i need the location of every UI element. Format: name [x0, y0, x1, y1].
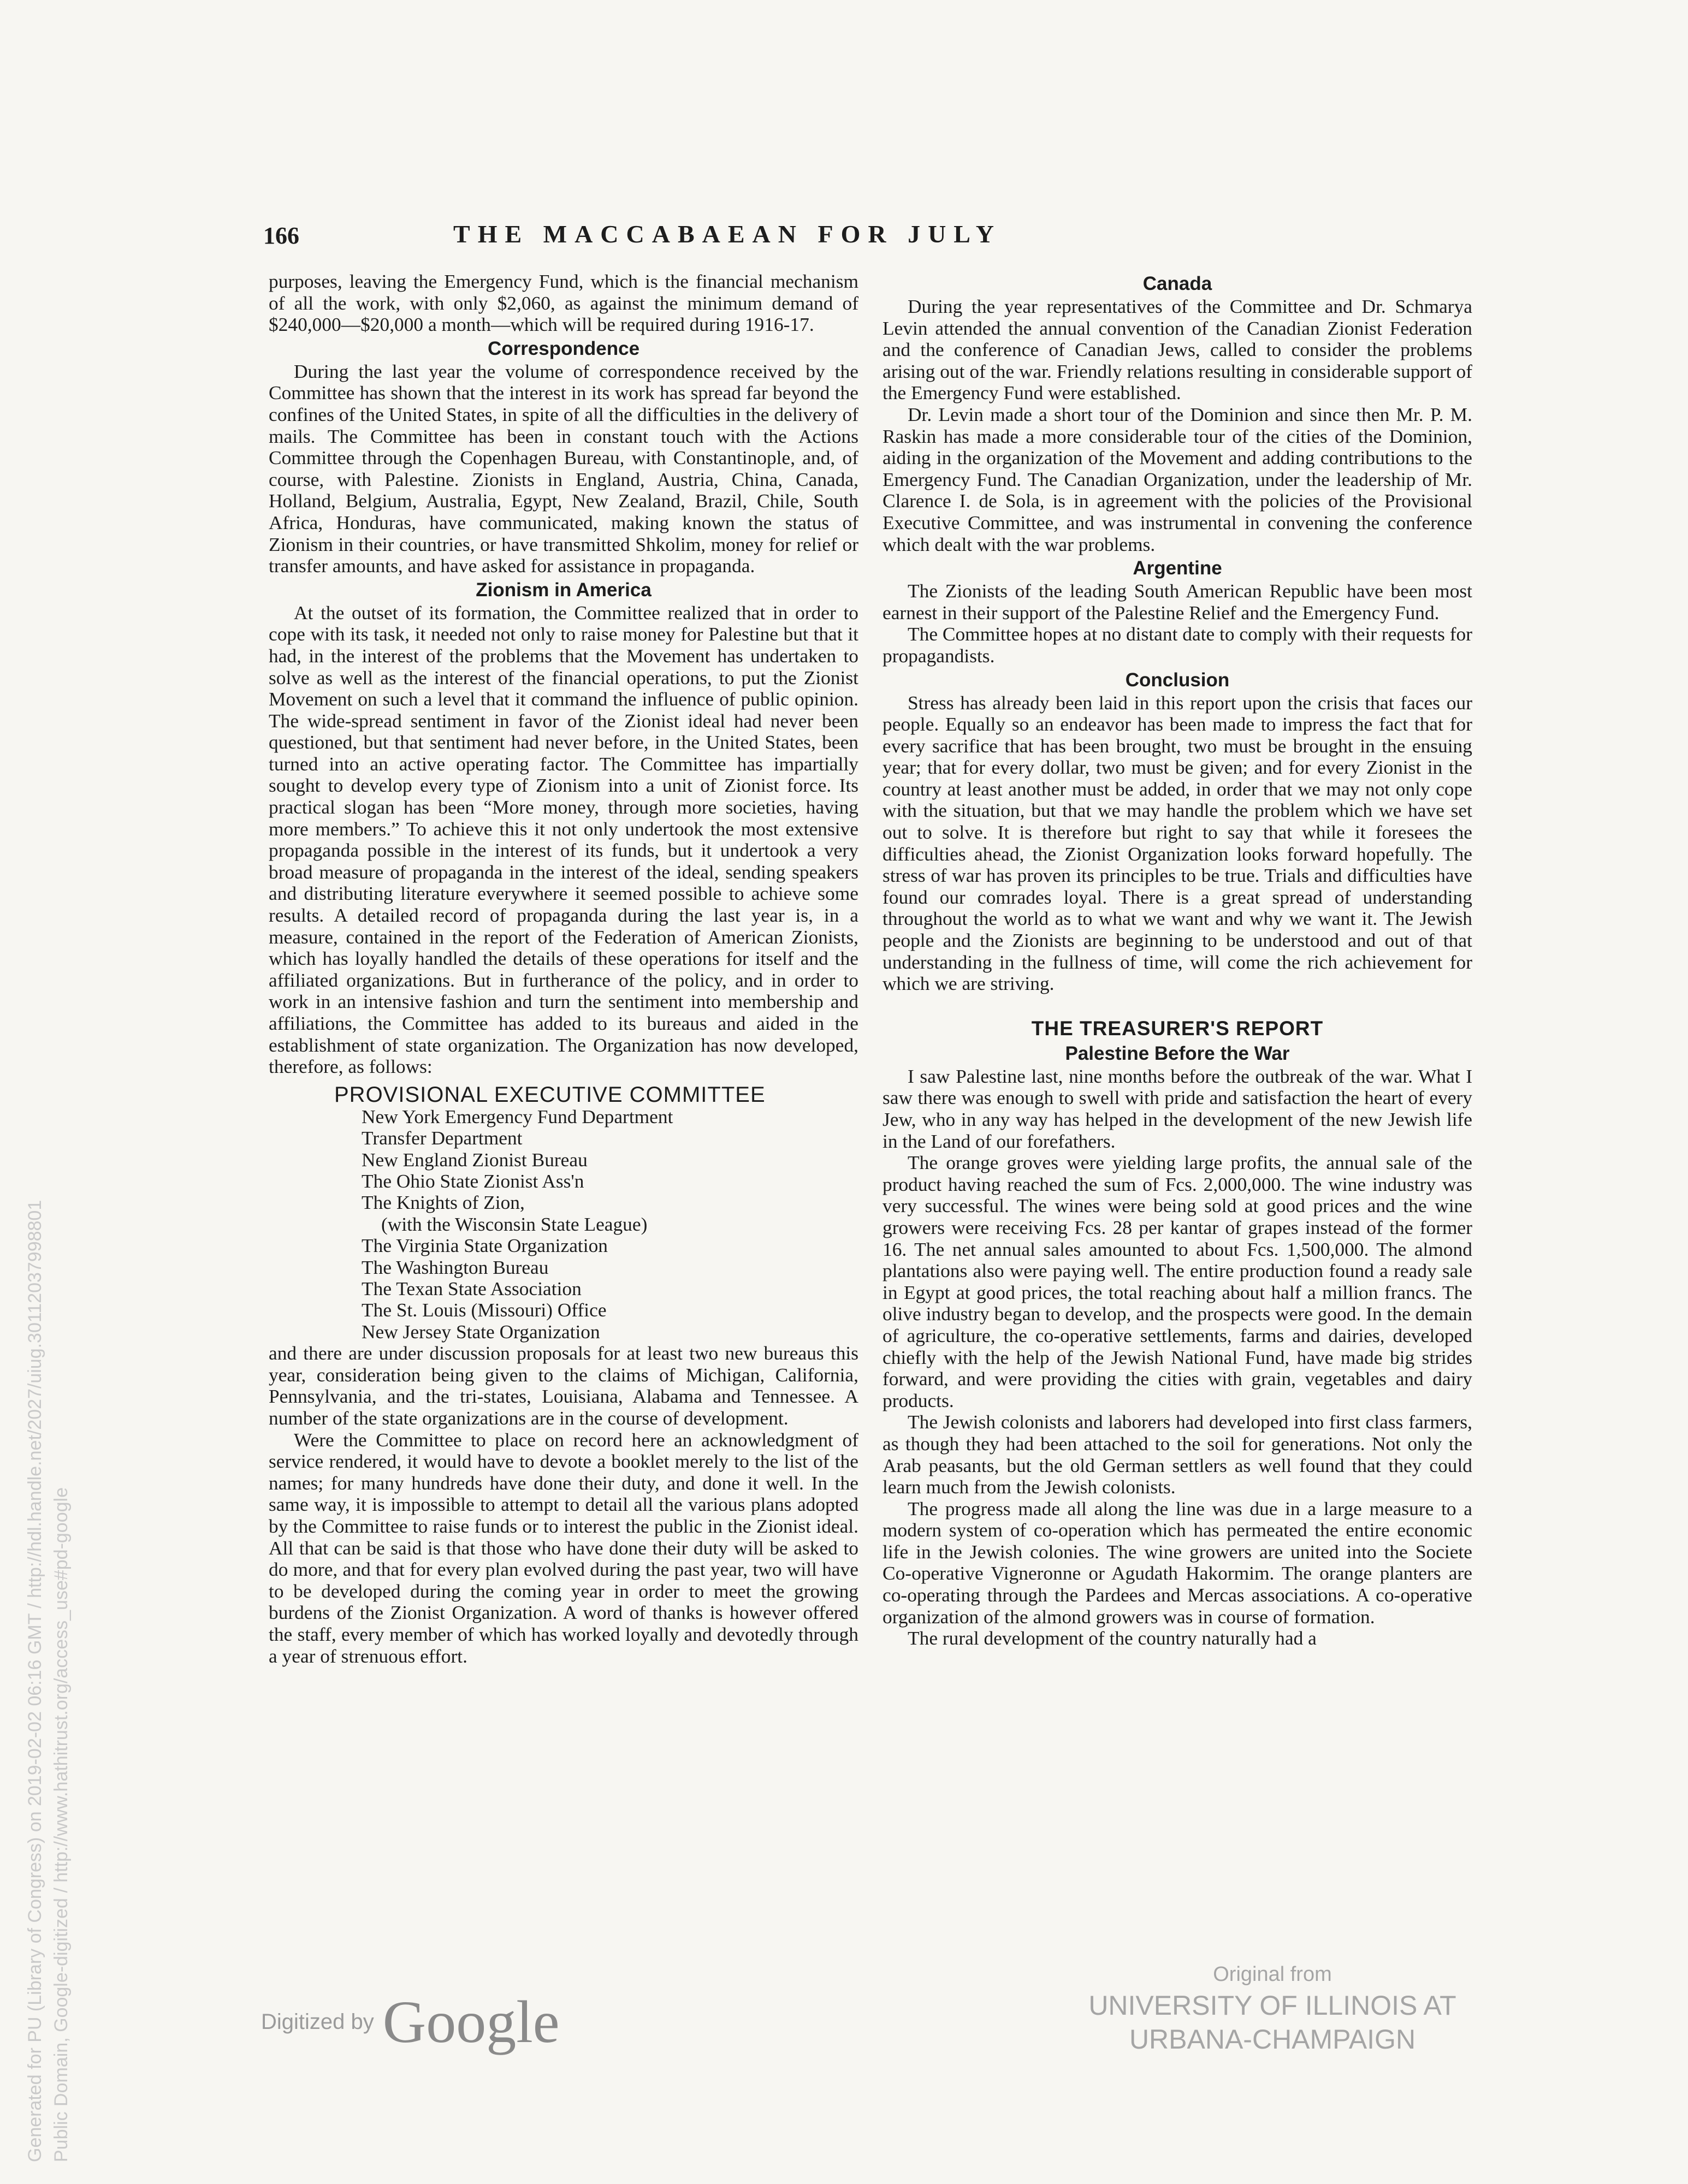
organization-item: The Texan State Association [362, 1278, 582, 1300]
paragraph: The rural development of the country naturally had a [908, 1627, 1317, 1649]
article-heading-treasurers-report: THE TREASURER'S REPORT [1031, 1017, 1324, 1040]
organization-list [269, 1083, 858, 1343]
page-number: 166 [263, 222, 299, 249]
section-heading-canada: Canada [1142, 273, 1212, 294]
paragraph: The Jewish colonists and laborers had developed into first class farmers, as though they had been attached to the soil for generations. Not only the Arab peasants, but the old German settlers as well found that they could learn much from the Jewish colonists. [883, 1411, 1472, 1498]
paragraph: Dr. Levin made a short tour of the Dominion and since then Mr. P. M. Raskin has made a more considerable tour of the cities of the Dominion, aiding in the organization of the Movement and adding contributions to the Emergency Fund. The Canadian Organization, under the leadership of Mr. Clarence I. de Sola, is in agreement with the policies of the Provisional Executive Committee, and was instrumental in convening the conference which dealt with the war problems. [883, 403, 1472, 555]
paragraph: purposes, leaving the Emergency Fund, which is the financial mechanism of all the work, with only $2,060, as against the minimum demand of $240,000—$20,000 a month—which will be required during 1916-17. [269, 270, 858, 336]
paragraph: During the last year the volume of correspondence received by the Committee has shown that the interest in its work has spread far beyond the confines of the United States, in spite of all the difficulties in the delivery of mails. The Committee has been in constant touch with the Actions Committee through the Copenhagen Bureau, with Constantinople, and, of course, with Palestine. Zionists in England, Austria, China, Canada, Holland, Belgium, Australia, Egypt, New Zealand, Brazil, Chile, South Africa, Honduras, have communicated, making known the status of Zionism in their countries, or have transmitted Shkolim, money for relief or transfer amounts, and have asked for assistance in propaganda. [269, 360, 858, 577]
page-header [263, 218, 1192, 257]
side-watermark [22, 1200, 74, 2162]
organization-item: The St. Louis (Missouri) Office [362, 1299, 607, 1321]
left-column [269, 271, 858, 1667]
section-heading-conclusion: Conclusion [1125, 669, 1230, 691]
organization-item: Transfer Department [362, 1127, 523, 1149]
paragraph: and there are under discussion proposals for at least two new bureaus this year, consideration being given to the claims of Michigan, California, Pennsylvania, and the tri-states, Louisiana, Alabama and Tennessee. A number of the state organizations are in the course of development. [269, 1342, 858, 1429]
organization-item: New Jersey State Organization [362, 1320, 600, 1343]
organization-item: The Virginia State Organization [362, 1235, 608, 1257]
running-title: THE MACCABAEAN FOR JULY [453, 220, 1002, 248]
organization-title: PROVISIONAL EXECUTIVE COMMITTEE [334, 1082, 766, 1107]
watermark-line-1: Generated for PU (Library of Congress) on 2019-02-02 06:16 GMT / http://hdl.handle.net/2027/uiug.30112037998801 [25, 1200, 45, 2162]
digitized-by-google [261, 1987, 560, 2053]
right-column [883, 271, 1472, 1649]
original-from-label: Original from [1213, 1963, 1332, 1986]
paragraph: The orange groves were yielding large profits, the annual sale of the product having reached the sum of Fcs. 2,000,000. The wine industry was very successful. The wines were being sold at good prices and the wine growers were receiving Fcs. 28 per kantar of grapes instead of the former 16. The net annual sales amounted to about Fcs. 1,500,000. The almond plantations also were paying well. The entire production found a ready sale in Egypt at good prices, the total reaching about half a million francs. The olive industry began to develop, and the prospects were good. In the demain of agriculture, the co-operative settlements, farms and dairies, developed chiefly with the help of the Jewish National Fund, have made big strides forward, and were providing the cities with grain, vegetables and dairy products. [883, 1152, 1472, 1411]
organization-item: (with the Wisconsin State League) [381, 1213, 648, 1235]
institution-name-line-2: URBANA-CHAMPAIGN [1129, 2024, 1416, 2055]
paragraph: The Zionists of the leading South American Republic have been most earnest in their support of the Palestine Relief and the Emergency Fund. [883, 580, 1472, 624]
digitized-by-label: Digitized by [261, 2010, 374, 2034]
paragraph: I saw Palestine last, nine months before the outbreak of the war. What I saw there was enough to swell with pride and satisfaction the heart of every Jew, who in any way has helped in the development of the new Jewish life in the Land of our forefathers. [883, 1065, 1472, 1152]
paragraph: The Committee hopes at no distant date to comply with their requests for propagandists. [883, 623, 1472, 667]
paragraph: The progress made all along the line was due in a large measure to a modern system of co-operation which has permeated the entire economic life in the Jewish colonies. The wine growers are united into the Societe Co-operative Vigneronne or Agudath Hakormim. The orange planters are co-operating through the Pardees and Mercas associations. A co-operative organization of the almond growers was in course of formation. [883, 1497, 1472, 1628]
paragraph: Stress has already been laid in this report upon the crisis that faces our people. Equally so an endeavor has been made to impress the fact that for every sacrifice that has been brought, two must be brought in the ensuing year; that for every dollar, two must be given; and for every Zionist in the country at least another must be added, in order that we may not only cope with the situation, but that we may handle the problem which we have set out to solve. It is therefore but right to say that while it foresees the difficulties ahead, the Zionist Organization looks forward hopefully. The stress of war has proven its principles to be true. Trials and difficulties have found our comrades loyal. There is a great spread of understanding throughout the world as to what we want and why we want it. The Jewish people and the Zionists are beginning to be understood and out of that understanding in the fullness of time, will come the rich achievement for which we are striving. [883, 691, 1472, 995]
watermark-line-2: Public Domain, Google-digitized / http://www.hathitrust.org/access_use#pd-google [51, 1487, 72, 2162]
paragraph: During the year representatives of the Committee and Dr. Schmarya Levin attended the annual convention of the Canadian Zionist Federation and the conference of Canadian Jews, called to consider the problems arising out of the war. Friendly relations resulting in considerable support of the Emergency Fund were established. [883, 295, 1472, 404]
original-from-notice [1027, 1960, 1518, 2056]
section-heading-argentine: Argentine [1133, 557, 1222, 579]
paragraph: At the outset of its formation, the Committee realized that in order to cope with its task, it needed not only to raise money for Palestine but that it had, in the interest of the problems that the Movement has undertaken to solve as well as the interest of the financial operations, to put the Zionist Movement on such a level that it command the influence of public opinion. The wide-spread sentiment in favor of the Zionist ideal had never been questioned, but that sentiment had never before, in the United States, been turned into an active operating factor. The Committee has impartially sought to develop every type of Zionism into a unit of Zionist force. Its practical slogan has been “More money, through more societies, having more members.” To achieve this it not only undertook the most extensive propaganda possible in the interest of its funds, but it undertook a very broad measure of propaganda in the interest of the ideal, sending speakers and distributing literature everywhere it seemed possible to achieve some results. A detailed record of propaganda during the last year is, in a measure, contained in the report of the Federation of American Zionists, which has loyally handled the details of these operations for itself and the affiliated organizations. But in furtherance of the policy, and in order to work in an intensive fashion and turn the sentiment into membership and affiliations, the Committee has added to its bureaus and aided in the establishment of state organization. The Organization has now developed, therefore, as follows: [269, 601, 858, 1078]
section-heading-palestine-before-the-war: Palestine Before the War [1065, 1042, 1290, 1064]
institution-name-line-1: UNIVERSITY OF ILLINOIS AT [1088, 1990, 1456, 2021]
organization-item: New York Emergency Fund Department [362, 1105, 673, 1127]
organization-item: New England Zionist Bureau [362, 1148, 588, 1171]
organization-item: The Ohio State Zionist Ass'n [362, 1170, 584, 1192]
section-heading-correspondence: Correspondence [487, 337, 640, 359]
organization-item: The Washington Bureau [362, 1256, 549, 1278]
section-heading-zionism-in-america: Zionism in America [476, 579, 651, 601]
organization-item: The Knights of Zion, [362, 1191, 525, 1214]
paragraph: Were the Committee to place on record here an acknowledgment of service rendered, it would have to devote a booklet merely to the list of the names; for many hundreds have done their duty, and done it well. In the same way, it is impossible to attempt to detail all the various plans adopted by the Committee to raise funds or to interest the public in the Zionist ideal. All that can be said is that those who have done their duty will be asked to do more, and that for every plan evolved during the past year, two will have to be developed during the coming year in order to meet the growing burdens of the Zionist Organization. A word of thanks is however offered the staff, every member of which has worked loyally and devotedly through a year of strenuous effort. [269, 1428, 858, 1667]
google-logo: Google [382, 1989, 560, 2055]
